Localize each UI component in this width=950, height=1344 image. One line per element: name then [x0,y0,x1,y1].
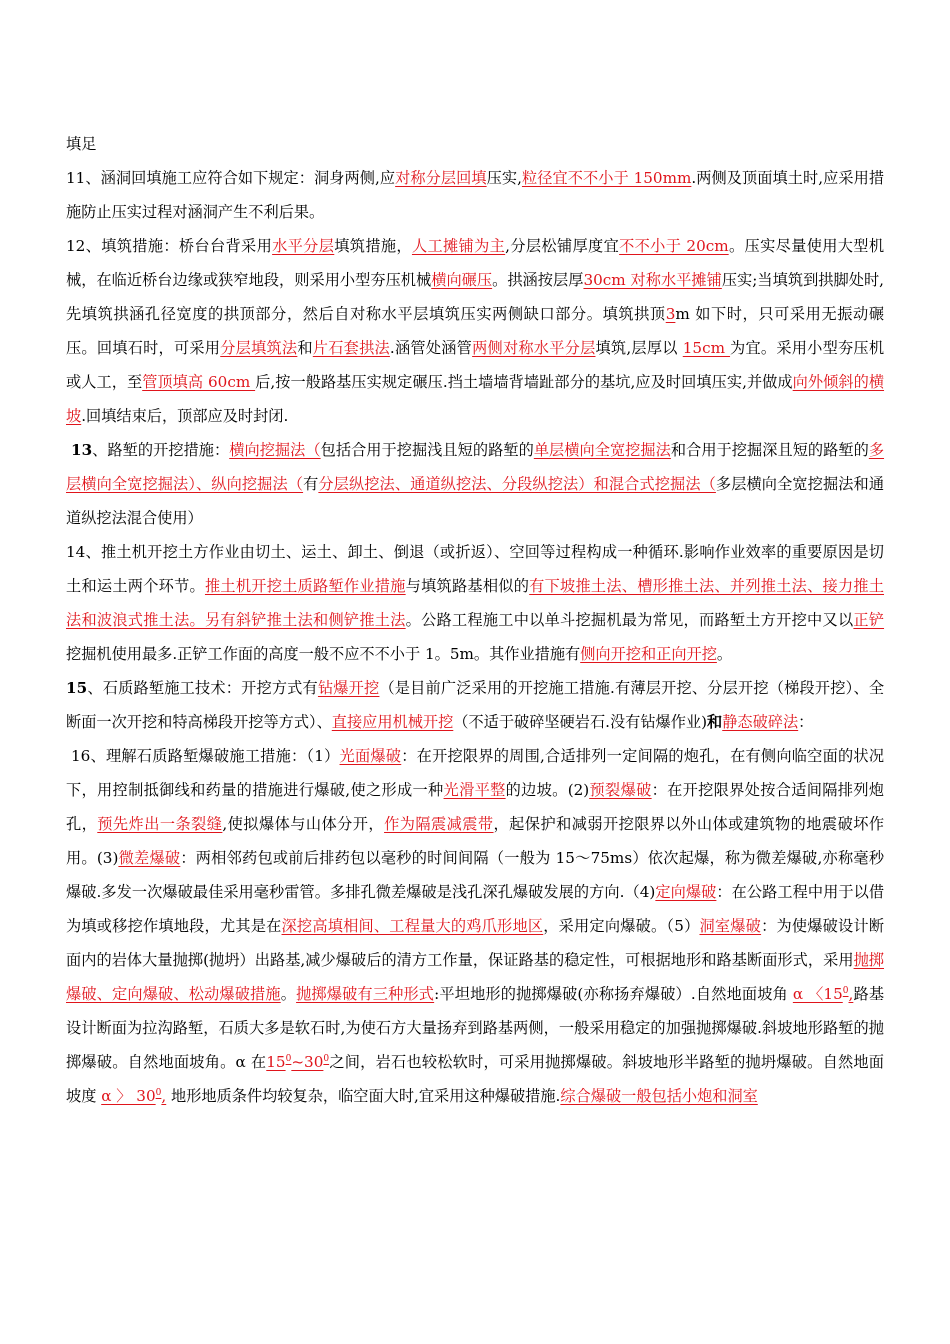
highlighted-text: 静态破碎法 [722,713,799,731]
highlighted-text: α 〉 30 [101,1087,156,1105]
highlighted-text: 抛掷爆破、定向爆破、松动爆破措施 [66,951,884,1003]
text-segment: 和 [707,713,723,731]
paragraph [66,433,884,535]
text-segment: m 如下时，只可采用无振动碾压。回填石时，可采用 [66,305,885,357]
text-segment: 。公路工程施工中以单斗挖掘机最为常见，而路堑土方开挖中又以 [405,611,854,629]
text-segment: 与填筑路基相似的 [405,577,530,595]
text-segment: 挖掘机使用最多.正铲工作面的高度一般不应不不小于 1。5m。其作业措施有 [66,645,581,663]
text-segment: ,使拟爆体与山体分开， [222,815,385,833]
highlighted-text: , [848,985,854,1003]
highlighted-text: 两侧对称水平分层 [472,339,596,357]
paragraph [66,535,884,671]
paragraph [66,671,884,739]
text-segment: ，采用定向爆破。（5） [543,917,700,935]
text-segment: 填筑措施， [334,237,412,255]
text-segment: 11、涵洞回填施工应符合如下规定：洞身两侧,应 [66,169,396,187]
text-segment: ：两相邻药包或前后排药包以毫秒的时间间隔（一般为 15～75ms）依次起爆，称为微差爆破,亦称毫秒爆破.多发一次爆破最佳采用毫秒雷管。多排孔微差爆破是浅孔深孔爆破发展的方向.（4) [66,849,885,901]
highlighted-text: 单层横向全宽挖掘法 [533,441,671,459]
text-segment: 和合用于挖掘深且短的路堑的 [670,441,869,459]
highlighted-text: 微差爆破 [118,849,181,867]
highlighted-text: 30cm 对称水平摊铺 [583,271,722,289]
paragraph [66,229,884,433]
highlighted-text: 0 [155,1087,162,1098]
highlighted-text: 横向挖掘法（ [229,441,321,459]
paragraph [66,161,884,229]
text-segment: 。 [280,985,297,1003]
highlighted-text: 分层纵挖法、通道纵挖法、分段纵挖法）和混合式挖掘法（ [318,475,716,493]
text-segment: 填筑,层厚以 [595,339,683,357]
text-segment: .涵管处涵管 [389,339,473,357]
highlighted-text: 洞室爆破 [699,917,762,935]
highlighted-text: 有下坡推土法、槽形推土法、并列推土法、接力推土法和波浪式推土法。另有斜铲推土法和侧铲推土法 [66,577,885,629]
text-segment: 16、理解石质路堑爆破施工措施：（1） [71,747,340,765]
document-body [66,127,884,1113]
paragraph [66,127,884,161]
highlighted-text: , [161,1087,167,1105]
highlighted-text: 0 [323,1053,330,1064]
text-segment: 路基设计断面为拉沟路堑，石质大多是软石时,为使石方大量扬弃到路基两侧，一般采用稳定的加强抛掷爆破.斜坡地形路堑的抛掷爆破。自然地面坡角。α 在 [66,985,885,1071]
highlighted-text: 正铲 [853,611,885,629]
highlighted-text: 不不小于 20cm [619,237,729,255]
text-segment: ：在开挖限界的周围,合适排列一定间隔的炮孔，在有侧向临空面的状况下，用控制抵御线和药量的措施进行爆破,使之形成一种 [66,747,885,799]
highlighted-text: 侧向开挖和正向开挖 [580,645,717,663]
text-segment: :平坦地形的抛掷爆破(亦称扬弃爆破）.自然地面坡角 [434,985,793,1003]
highlighted-text: 人工摊铺为主 [411,237,506,255]
text-segment: ：在开挖限界处按合适间隔排列炮孔， [66,781,885,833]
highlighted-text: 水平分层 [272,237,335,255]
text-segment: 。拱涵按层厚 [492,271,584,289]
highlighted-text: 定向爆破 [655,883,717,901]
highlighted-text: 钻爆开挖 [317,679,380,697]
text-segment: 14、推土机开挖土方作业由切土、运土、卸土、倒退（或折返）、空回等过程构成一种循环.影响作业效率的重要原因是切土和运土两个环节。 [66,543,884,595]
highlighted-text: 分层填筑法 [220,339,298,357]
text-segment: 15 [66,679,88,697]
text-segment: 12、填筑措施：桥台台背采用 [66,237,273,255]
text-segment: ：在公路工程中用于以借为填或移挖作填地段，尤其是在 [66,883,885,935]
text-segment: ： [798,713,814,731]
highlighted-text: 预裂爆破 [589,781,652,799]
text-segment: 。压实尽量使用大型机械，在临近桥台边缘或狭窄地段，则采用小型夯压机械 [66,237,885,289]
text-segment: 、石质路堑施工技术：开挖方式有 [87,679,318,697]
highlighted-text: 深挖高填相间、工程量大的鸡爪形地区 [281,917,544,935]
text-segment: 为宜。采用小型夯压机或人工，至 [66,339,885,391]
highlighted-text: 多层横向全宽挖掘法）、纵向挖掘法（ [66,441,885,493]
highlighted-text: 作为隔震减震带 [384,815,494,833]
text-segment: ,分层松铺厚度宜 [505,237,620,255]
highlighted-text: 15 [266,1053,286,1071]
text-segment: 和 [297,339,313,357]
highlighted-text: 直接应用机械开挖 [331,713,454,731]
highlighted-text: 光滑平整 [443,781,506,799]
highlighted-text: 向外倾斜的横坡 [66,373,885,425]
highlighted-text: 推土机开挖土质路堑作业措施 [204,577,406,595]
highlighted-text: 综合爆破一般包括小炮和洞室 [560,1087,758,1105]
text-segment: .两侧及顶面填土时,应采用措施防止压实过程对涵洞产生不利后果。 [66,169,885,221]
text-segment: 后,按一般路基压实规定碾压.挡土墙墙背墙趾部分的基坑,应及时回填压实,并做成 [255,373,793,391]
highlighted-text: 0 [842,985,849,996]
text-segment: 压实;当填筑到拱脚处时,先填筑拱涵孔径宽度的拱顶部分，然后自对称水平层填筑压实两侧缺口部分。填筑拱顶 [66,271,885,323]
text-segment: （是目前广泛采用的开挖施工措施.有薄层开挖、分层开挖（梯段开挖）、全断面一次开挖和特高梯段开挖等方式）、 [66,679,885,731]
text-segment: 填足 [66,135,97,153]
highlighted-text: 0 [285,1053,292,1064]
text-segment: 地形地质条件均较复杂，临空面大时,宜采用这种爆破措施. [166,1087,561,1105]
text-segment: 13 [71,441,93,459]
text-segment: ：为使爆破设计断面内的岩体大量抛掷(抛坍）出路基,减少爆破后的清方工作量，保证路基的稳定性，可根据地形和路基断面形式，采用 [66,917,885,969]
text-segment: 的边坡。(2) [505,781,590,799]
highlighted-text: 3 [665,305,676,323]
highlighted-text: 抛掷爆破有三种形式 [296,985,435,1003]
text-segment: 压实, [486,169,522,187]
text-segment: 有 [303,475,319,493]
highlighted-text: ~30 [291,1053,324,1071]
highlighted-text: 预先炸出一条裂缝 [97,815,223,833]
text-segment: .回填结束后，顶部应及时封闭. [81,407,289,425]
highlighted-text: 15cm [682,339,731,357]
highlighted-text: 横向碾压 [431,271,493,289]
paragraph [66,739,884,1113]
text-segment: ，起保护和减弱开挖限界以外山体或建筑物的地震破坏作用。(3) [66,815,885,867]
highlighted-text: 光面爆破 [339,747,402,765]
highlighted-text: α 〈15 [792,985,843,1003]
highlighted-text: 片石套拱法 [312,339,390,357]
highlighted-text: 粒径宜不不小于 150mm [521,169,692,187]
text-segment: 。 [716,645,733,663]
highlighted-text: 对称分层回填 [395,169,487,187]
text-segment: 之间，岩石也较松软时，可采用抛掷爆破。斜坡地形半路堑的抛坍爆破。自然地面坡度 [66,1053,884,1105]
text-segment: （不适于破碎坚硬岩石.没有钻爆作业) [453,713,708,731]
text-segment: 多层横向全宽挖掘法和通道纵挖法混合使用） [66,475,885,527]
text-segment: 、路堑的开挖措施： [92,441,230,459]
text-segment: 包括合用于挖掘浅且短的路堑的 [320,441,534,459]
highlighted-text: 管顶填高 60cm [142,373,256,391]
